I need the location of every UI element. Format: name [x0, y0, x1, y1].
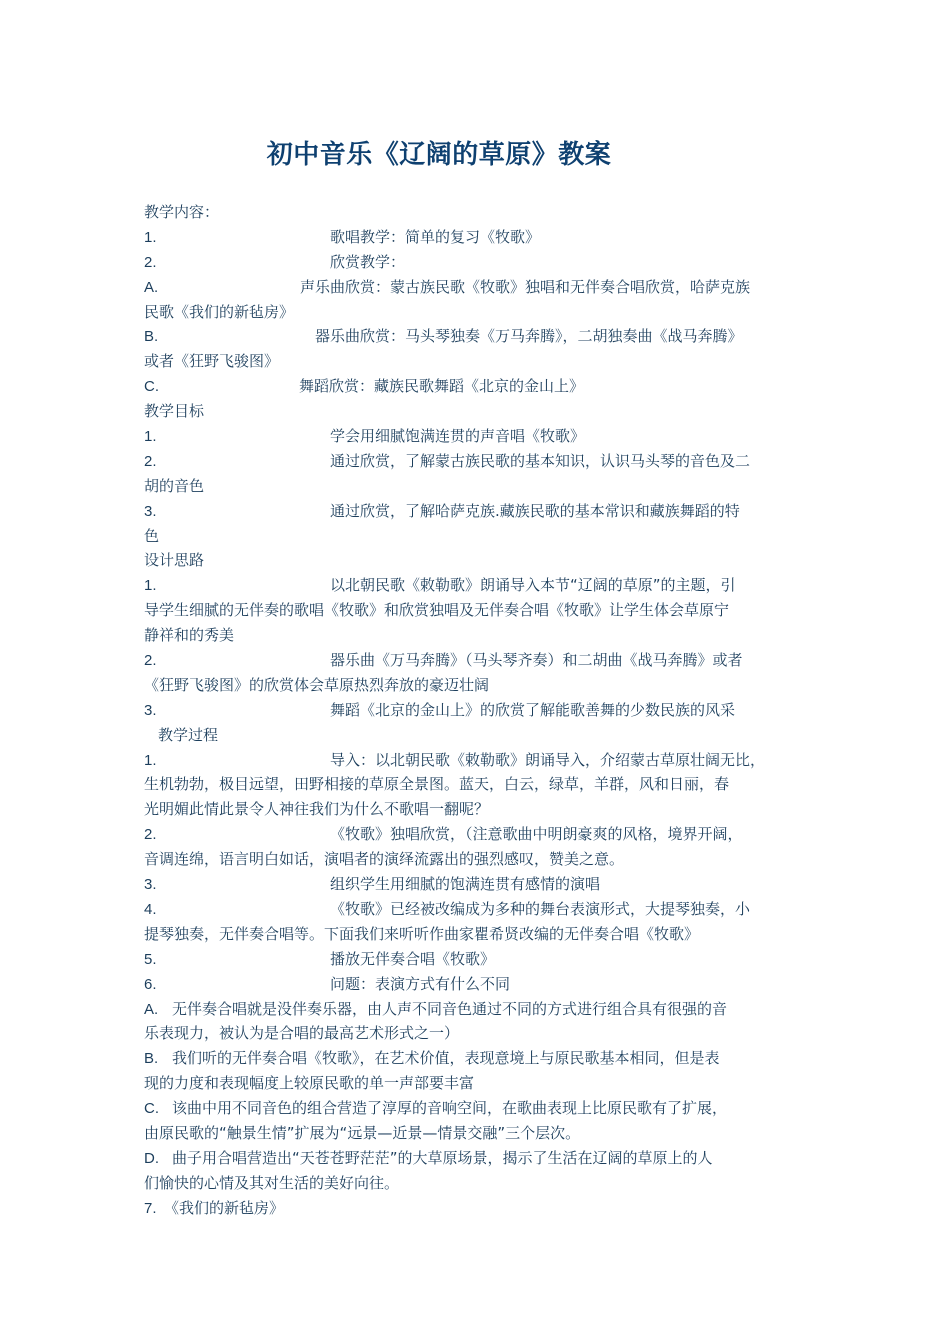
item-text: 《我们的新毡房》	[164, 1198, 285, 1217]
list-item	[144, 225, 816, 250]
item-text: 组织学生用细腻的饱满连贯有感情的演唱	[330, 875, 601, 894]
section-heading-content: 教学内容：	[144, 203, 220, 221]
item-number: 2.	[144, 452, 157, 470]
item-number: B.	[144, 328, 159, 346]
list-item-continuation: 胡的音色	[144, 476, 205, 495]
list-item-continuation: 或者《狂野飞骏图》	[144, 352, 280, 371]
item-number: 2.	[144, 253, 157, 271]
list-item	[144, 1146, 816, 1171]
list-item-continuation: 导学生细腻的无伴奏的歌唱《牧歌》和欣赏独唱及无伴奏合唱《牧歌》让学生体会草原宁	[144, 601, 730, 620]
item-text: 欣赏教学：	[330, 252, 406, 271]
list-item	[144, 449, 816, 474]
item-text: 器乐曲欣赏：马头琴独奏《万马奔腾》，二胡独奏曲《战马奔腾》	[315, 327, 743, 346]
item-text: 无伴奏合唱就是没伴奏乐器，由人声不同音色通过不同的方式进行组合具有很强的音	[172, 999, 728, 1018]
list-item-continuation: 色	[144, 526, 160, 545]
item-number: 3.	[144, 876, 157, 894]
list-item-continuation: 《狂野飞骏图》的欣赏体会草原热烈奔放的豪迈壮阔	[144, 675, 490, 694]
item-number: 1.	[144, 577, 157, 595]
item-text: 《牧歌》独唱欣赏，（注意歌曲中明朗豪爽的风格，境界开阔，	[330, 825, 743, 844]
list-item-continuation: 音调连绵，语言明白如话，演唱者的演绎流露出的强烈感叹，赞美之意。	[144, 850, 625, 869]
item-number: 3.	[144, 502, 157, 520]
list-item	[144, 748, 816, 773]
list-item	[144, 424, 816, 449]
item-text: 该曲中用不同音色的组合营造了淳厚的音响空间，在歌曲表现上比原民歌有了扩展，	[172, 1099, 728, 1118]
item-number: 3.	[144, 701, 157, 719]
list-item-continuation: 静祥和的秀美	[144, 626, 235, 645]
list-item	[144, 698, 816, 723]
section-heading-design: 设计思路	[144, 551, 205, 570]
item-number: 5.	[144, 950, 157, 968]
item-number: D.	[144, 1149, 159, 1167]
list-item	[144, 897, 816, 922]
item-text: 器乐曲《万马奔腾》（马头琴齐奏）和二胡曲《战马奔腾》或者	[330, 651, 743, 670]
list-item-continuation: 生机勃勃，极目远望，田野相接的草原全景图。蓝天，白云，绿草，羊群，风和日丽，春	[144, 775, 730, 794]
item-number: 2.	[144, 652, 157, 670]
item-text: 学会用细腻饱满连贯的声音唱《牧歌》	[330, 427, 586, 446]
list-item	[144, 573, 816, 598]
item-text: 问题：表演方式有什么不同	[330, 974, 511, 993]
list-item	[144, 275, 816, 300]
list-item-continuation: 乐表现力，被认为是合唱的最高艺术形式之一）	[144, 1024, 460, 1043]
item-number: 7.	[144, 1199, 157, 1217]
list-item-continuation: 由原民歌的“触景生情”扩展为“远景—近景—情景交融”三个层次。	[144, 1123, 581, 1142]
list-item	[144, 1196, 816, 1221]
item-text: 声乐曲欣赏：蒙古族民歌《牧歌》独唱和无伴奏合唱欣赏，哈萨克族	[300, 277, 751, 296]
item-number: 1.	[144, 428, 157, 446]
item-number: 1.	[144, 228, 157, 246]
list-item	[144, 997, 816, 1022]
list-item-continuation: 们愉快的心情及其对生活的美好向往。	[144, 1173, 400, 1192]
list-item	[144, 972, 816, 997]
section-heading-goals: 教学目标	[144, 402, 205, 421]
item-number: A.	[144, 1000, 159, 1018]
item-text: 我们听的无伴奏合唱《牧歌》，在艺术价值，表现意境上与原民歌基本相同，但是表	[172, 1049, 720, 1068]
item-number: B.	[144, 1050, 159, 1068]
list-item	[144, 1046, 816, 1071]
list-item	[144, 374, 816, 399]
list-item	[144, 324, 816, 349]
item-number: 6.	[144, 975, 157, 993]
item-text: 歌唱教学：简单的复习《牧歌》	[330, 227, 541, 246]
item-text: 舞蹈欣赏：藏族民歌舞蹈《北京的金山上》	[299, 377, 585, 396]
item-text: 通过欣赏，了解蒙古族民歌的基本知识，认识马头琴的音色及二	[330, 451, 751, 470]
list-item	[144, 872, 816, 897]
list-item	[144, 648, 816, 673]
item-text: 通过欣赏，了解哈萨克族.藏族民歌的基本常识和藏族舞蹈的特	[330, 501, 740, 520]
list-item	[144, 947, 816, 972]
item-number: 4.	[144, 900, 157, 918]
document-title: 初中音乐《辽阔的草原》教案	[266, 140, 612, 170]
list-item-continuation: 现的力度和表现幅度上较原民歌的单一声部要丰富	[144, 1074, 475, 1093]
item-number: 2.	[144, 826, 157, 844]
list-item	[144, 250, 816, 275]
item-number: C.	[144, 1100, 159, 1118]
list-item-continuation: 光明媚此情此景令人神往我们为什么不歌唱一翻呢？	[144, 800, 490, 819]
list-item	[144, 822, 816, 847]
item-number: 1.	[144, 751, 157, 769]
item-text: 《牧歌》已经被改编成为多种的舞台表演形式，大提琴独奏，小	[330, 899, 751, 918]
list-item	[144, 1096, 816, 1121]
list-item-continuation: 提琴独奏，无伴奏合唱等。下面我们来听听作曲家瞿希贤改编的无伴奏合唱《牧歌》	[144, 924, 700, 943]
section-heading-process: 教学过程	[158, 725, 219, 744]
item-text: 以北朝民歌《敕勒歌》朗诵导入本节“辽阔的草原”的主题，引	[330, 576, 736, 595]
item-text: 曲子用合唱营造出“天苍苍野茫茫”的大草原场景，揭示了生活在辽阔的草原上的人	[172, 1148, 713, 1167]
item-text: 舞蹈《北京的金山上》的欣赏了解能歌善舞的少数民族的风采	[330, 700, 736, 719]
item-text: 导入：以北朝民歌《敕勒歌》朗诵导入，介绍蒙古草原壮阔无比，	[330, 750, 766, 769]
list-item	[144, 499, 816, 524]
item-text: 播放无伴奏合唱《牧歌》	[330, 949, 496, 968]
item-number: C.	[144, 378, 159, 396]
document-body	[144, 200, 816, 1221]
item-number: A.	[144, 278, 159, 296]
list-item-continuation: 民歌《我们的新毡房》	[144, 302, 295, 321]
